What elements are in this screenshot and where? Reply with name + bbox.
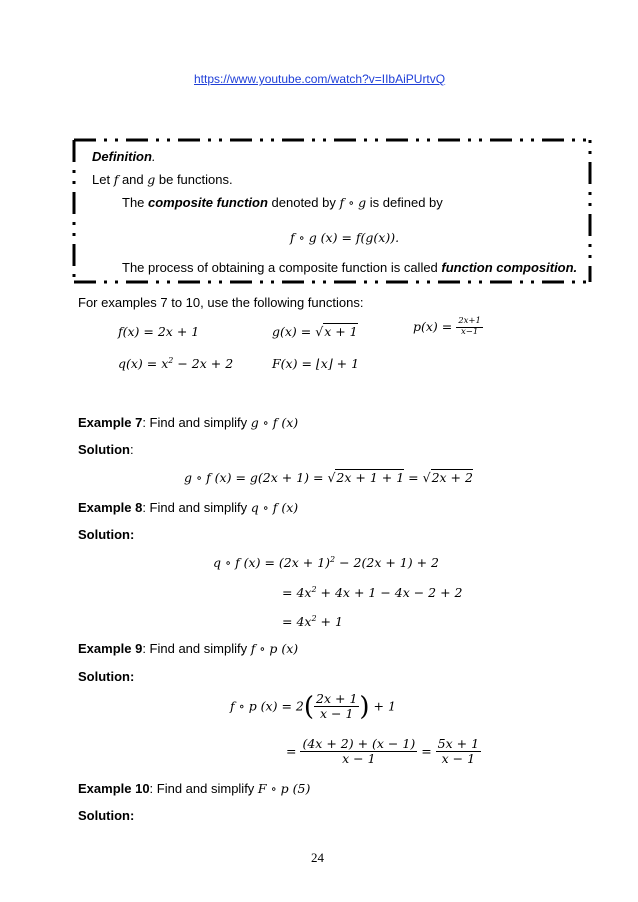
definition-line-2: The composite function denoted by f ∘ g is defined by (122, 195, 443, 210)
example-9-line-2: = $\frac{(4x + 2) + (x - 1)}{x - 1}$ = $\frac{5x + 1}{x - 1}$ (286, 736, 480, 767)
example-7-solution-label: Solution: (78, 442, 134, 457)
function-p: p(x) = $\frac{2x+1}{x-1}$ (413, 316, 481, 337)
definition-formula: f ∘ g (x) = f(g(x)). (290, 230, 400, 245)
example-8-heading: Example 8: Find and simplify q ∘ f (x) (78, 500, 299, 515)
page-number: 24 (311, 850, 324, 865)
example-7-solution: g ∘ f (x) = g(2x + 1) = √2x + 1 + 1 = √2x + 2 (184, 470, 473, 485)
example-9-heading: Example 9: Find and simplify f ∘ p (x) (78, 641, 299, 656)
function-g: g(x) = √x + 1 (272, 324, 358, 339)
example-8-line-1: q ∘ f $(x) = (2x + 1)^2 - 2(2x + 1) + 2$ (213, 555, 440, 571)
definition-line-4: The process of obtaining a composite function is called function composition. (122, 260, 578, 275)
definition-line-1: Let f and g be functions. (92, 172, 233, 187)
example-7-heading: Example 7: Find and simplify g ∘ f (x) (78, 415, 299, 430)
intro-text: For examples 7 to 10, use the following functions: (78, 295, 364, 310)
example-10-solution-label: Solution: (78, 808, 135, 823)
example-8-line-3: = $4x^2 + 1$ (282, 614, 343, 630)
example-9-line-1: f ∘ p (x) = 2( $\frac{2x + 1}{x - 1}$ ) + 1 (230, 691, 396, 722)
definition-title: Definition. (92, 149, 156, 164)
example-8-line-2: = $4x^2 + 4x + 1 - 4x - 2 + 2$ (282, 585, 463, 601)
function-q: $q(x) = x^2 - 2x + 2$ (118, 356, 234, 372)
video-link[interactable]: https://www.youtube.com/watch?v=IIbAiPUrtvQ (194, 72, 446, 86)
example-10-heading: Example 10: Find and simplify F ∘ p (5) (78, 781, 311, 796)
example-9-solution-label: Solution: (78, 669, 135, 684)
function-F: F(x) = ⌊x⌋ + 1 (272, 356, 360, 371)
example-8-solution-label: Solution: (78, 527, 135, 542)
function-f: f(x) = 2x + 1 (118, 324, 200, 339)
